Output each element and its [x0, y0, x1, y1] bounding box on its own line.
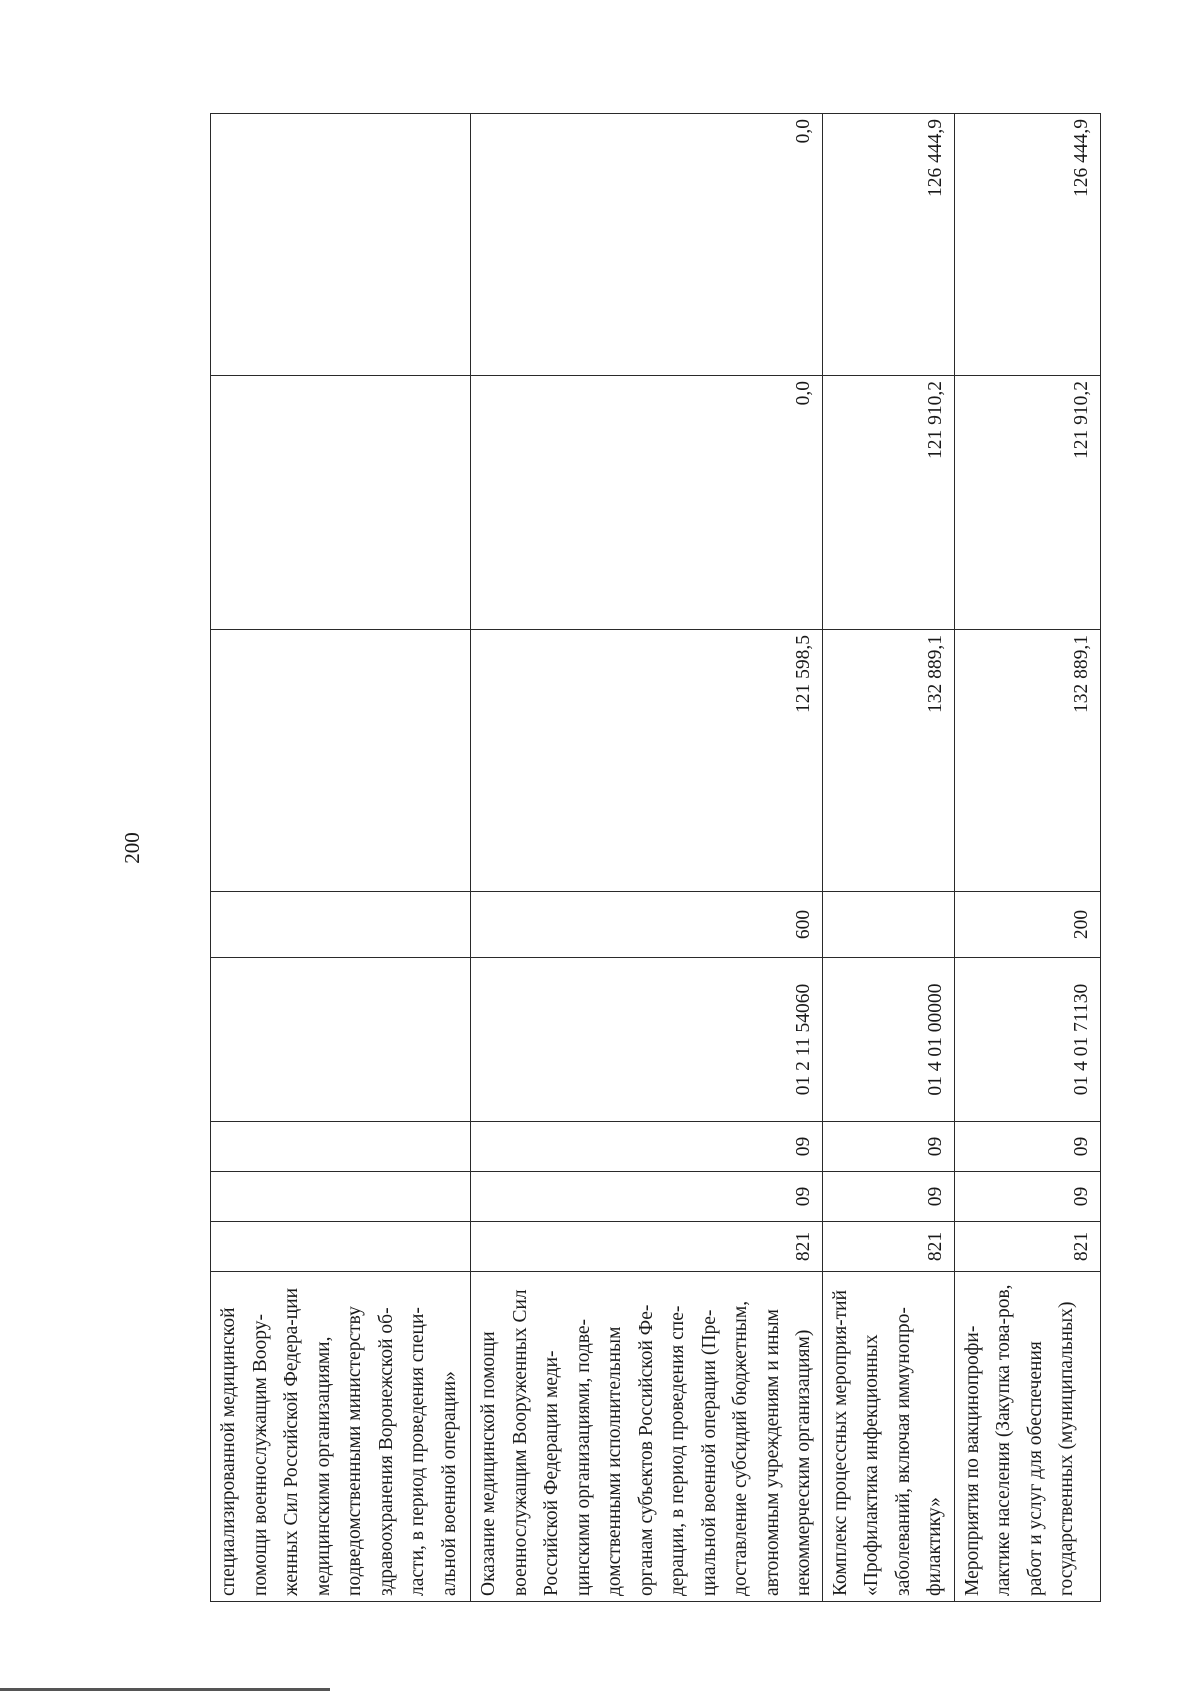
table-row [471, 114, 823, 1602]
budget-table [210, 113, 1101, 1602]
vr-cell: 600 [471, 892, 823, 958]
grbs-cell: 821 [954, 1222, 1100, 1272]
vr-cell: 200 [954, 892, 1100, 958]
amount-2025-cell: 121 910,2 [954, 376, 1100, 630]
amount-2024-cell: 132 889,1 [954, 630, 1100, 892]
vr-cell [822, 892, 954, 958]
row-name: Оказание медицинской помощи военнослужащим Вооруженных Сил Российской Федерации меди-цинскими организациями, подве-домственными исполнительным органам субъектов Российской Фе-дерации, в период проведения спе-циальной военной операции (Пре-доставление субсидий бюджетным, автономным учреждениям и иным некоммерческим организациям) [471, 1272, 823, 1602]
table-container [210, 114, 1092, 1602]
amount-2024-cell: 132 889,1 [822, 630, 954, 892]
csr-cell: 01 4 01 00000 [822, 958, 954, 1122]
pr-cell: 09 [471, 1122, 823, 1172]
rz-cell: 09 [954, 1172, 1100, 1222]
grbs-cell: 821 [471, 1222, 823, 1272]
amount-2026-cell [211, 114, 471, 376]
amount-2026-cell: 126 444,9 [954, 114, 1100, 376]
row-name: Комплекс процессных мероприя-тий «Профилактика инфекционных заболеваний, включая иммунопро-филактику» [822, 1272, 954, 1602]
table-row [954, 114, 1100, 1602]
amount-2026-cell: 126 444,9 [822, 114, 954, 376]
rz-cell: 09 [471, 1172, 823, 1222]
pr-cell: 09 [822, 1122, 954, 1172]
csr-cell [211, 958, 471, 1122]
amount-2025-cell: 121 910,2 [822, 376, 954, 630]
rz-cell: 09 [822, 1172, 954, 1222]
row-name: специализированной медицинской помощи военнослужащим Воору-женных Сил Российской Федера-ции медицинскими организациями, подведомственными министерству здравоохранения Воронежской об-ласти, в период проведения специ-альной военной операции» [211, 1272, 471, 1602]
grbs-cell: 821 [822, 1222, 954, 1272]
page-edge-rule [0, 1688, 330, 1691]
rz-cell [211, 1172, 471, 1222]
pr-cell [211, 1122, 471, 1172]
pr-cell: 09 [954, 1122, 1100, 1172]
page-number: 200 [120, 832, 144, 864]
csr-cell: 01 2 11 54060 [471, 958, 823, 1122]
table-row [822, 114, 954, 1602]
vr-cell [211, 892, 471, 958]
csr-cell: 01 4 01 71130 [954, 958, 1100, 1122]
amount-2025-cell [211, 376, 471, 630]
table-row [211, 114, 471, 1602]
amount-2026-cell: 0,0 [471, 114, 823, 376]
amount-2025-cell: 0,0 [471, 376, 823, 630]
row-name: Мероприятия по вакцинопрофи-лактике населения (Закупка това-ров, работ и услуг для обеспечения государственных (муниципальных) [954, 1272, 1100, 1602]
amount-2024-cell: 121 598,5 [471, 630, 823, 892]
amount-2024-cell [211, 630, 471, 892]
grbs-cell [211, 1222, 471, 1272]
